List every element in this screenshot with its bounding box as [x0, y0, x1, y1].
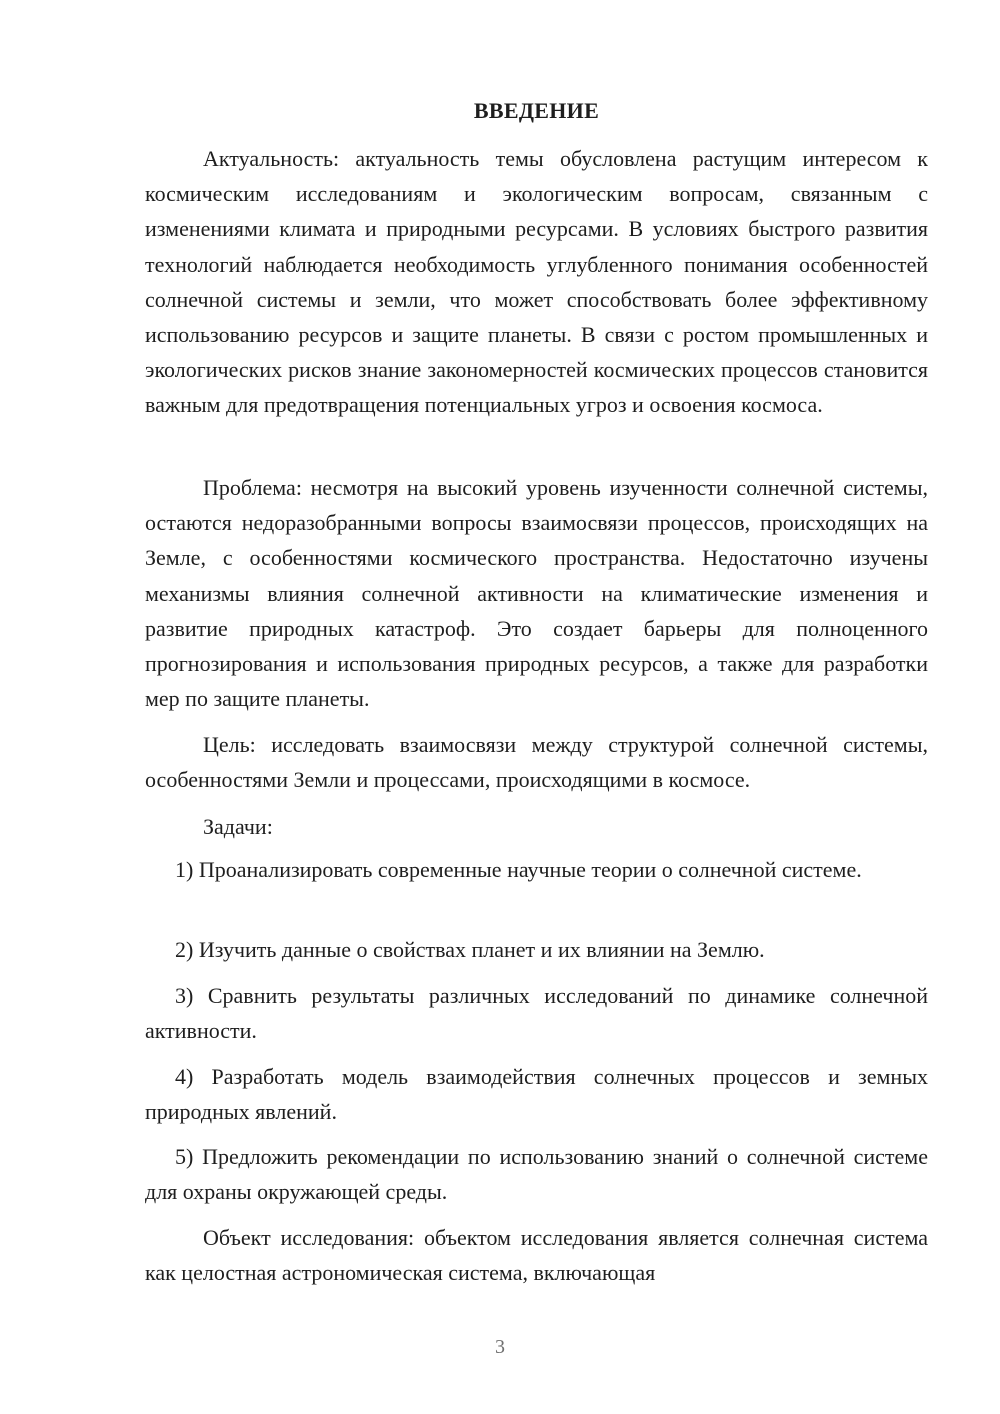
task-item-3: 3) Сравнить результаты различных исследований по динамике солнечной активности.: [145, 983, 928, 1044]
tasks-label: Задачи:: [203, 814, 273, 839]
task-item-2: 2) Изучить данные о свойствах планет и их влиянии на Землю.: [175, 937, 765, 962]
paragraph-object: Объект исследования: объектом исследования является солнечная система как целостная астрономическая система, включающая: [145, 1225, 928, 1286]
task-item-4: 4) Разработать модель взаимодействия солнечных процессов и земных природных явлений.: [145, 1064, 928, 1125]
task-item-1: 1) Проанализировать современные научные теории о солнечной системе.: [175, 857, 862, 882]
paragraph-relevance: Актуальность: актуальность темы обусловлена растущим интересом к космическим исследованиям и экологическим вопросам, связанным с изменениями климата и природными ресурсами. В условиях быстрого развития технологий наблюдается необходимость углубленного понимания особенностей солнечной системы и земли, что может способствовать более эффективному использованию ресурсов и защите планеты. В связи с ростом промышленных и экологических рисков знание закономерностей космических процессов становится важным для предотвращения потенциальных угроз и освоения космоса.: [145, 146, 928, 418]
paragraph-problem: Проблема: несмотря на высокий уровень изученности солнечной системы, остаются недоразобранными вопросы взаимосвязи процессов, происходящих на Земле, с особенностями космического пространства. Недостаточно изучены механизмы влияния солнечной активности на климатические изменения и развитие природных катастроф. Это создает барьеры для полноценного прогнозирования и использования природных ресурсов, а также для разработки мер по защите планеты.: [145, 475, 928, 712]
paragraph-goal: Цель: исследовать взаимосвязи между структурой солнечной системы, особенностями Земли и процессами, происходящими в космосе.: [145, 732, 928, 793]
task-item-5: 5) Предложить рекомендации по использованию знаний о солнечной системе для охраны окружающей среды.: [145, 1144, 928, 1205]
page-title: ВВЕДЕНИЕ: [473, 98, 600, 123]
page-number: 3: [495, 1336, 505, 1358]
